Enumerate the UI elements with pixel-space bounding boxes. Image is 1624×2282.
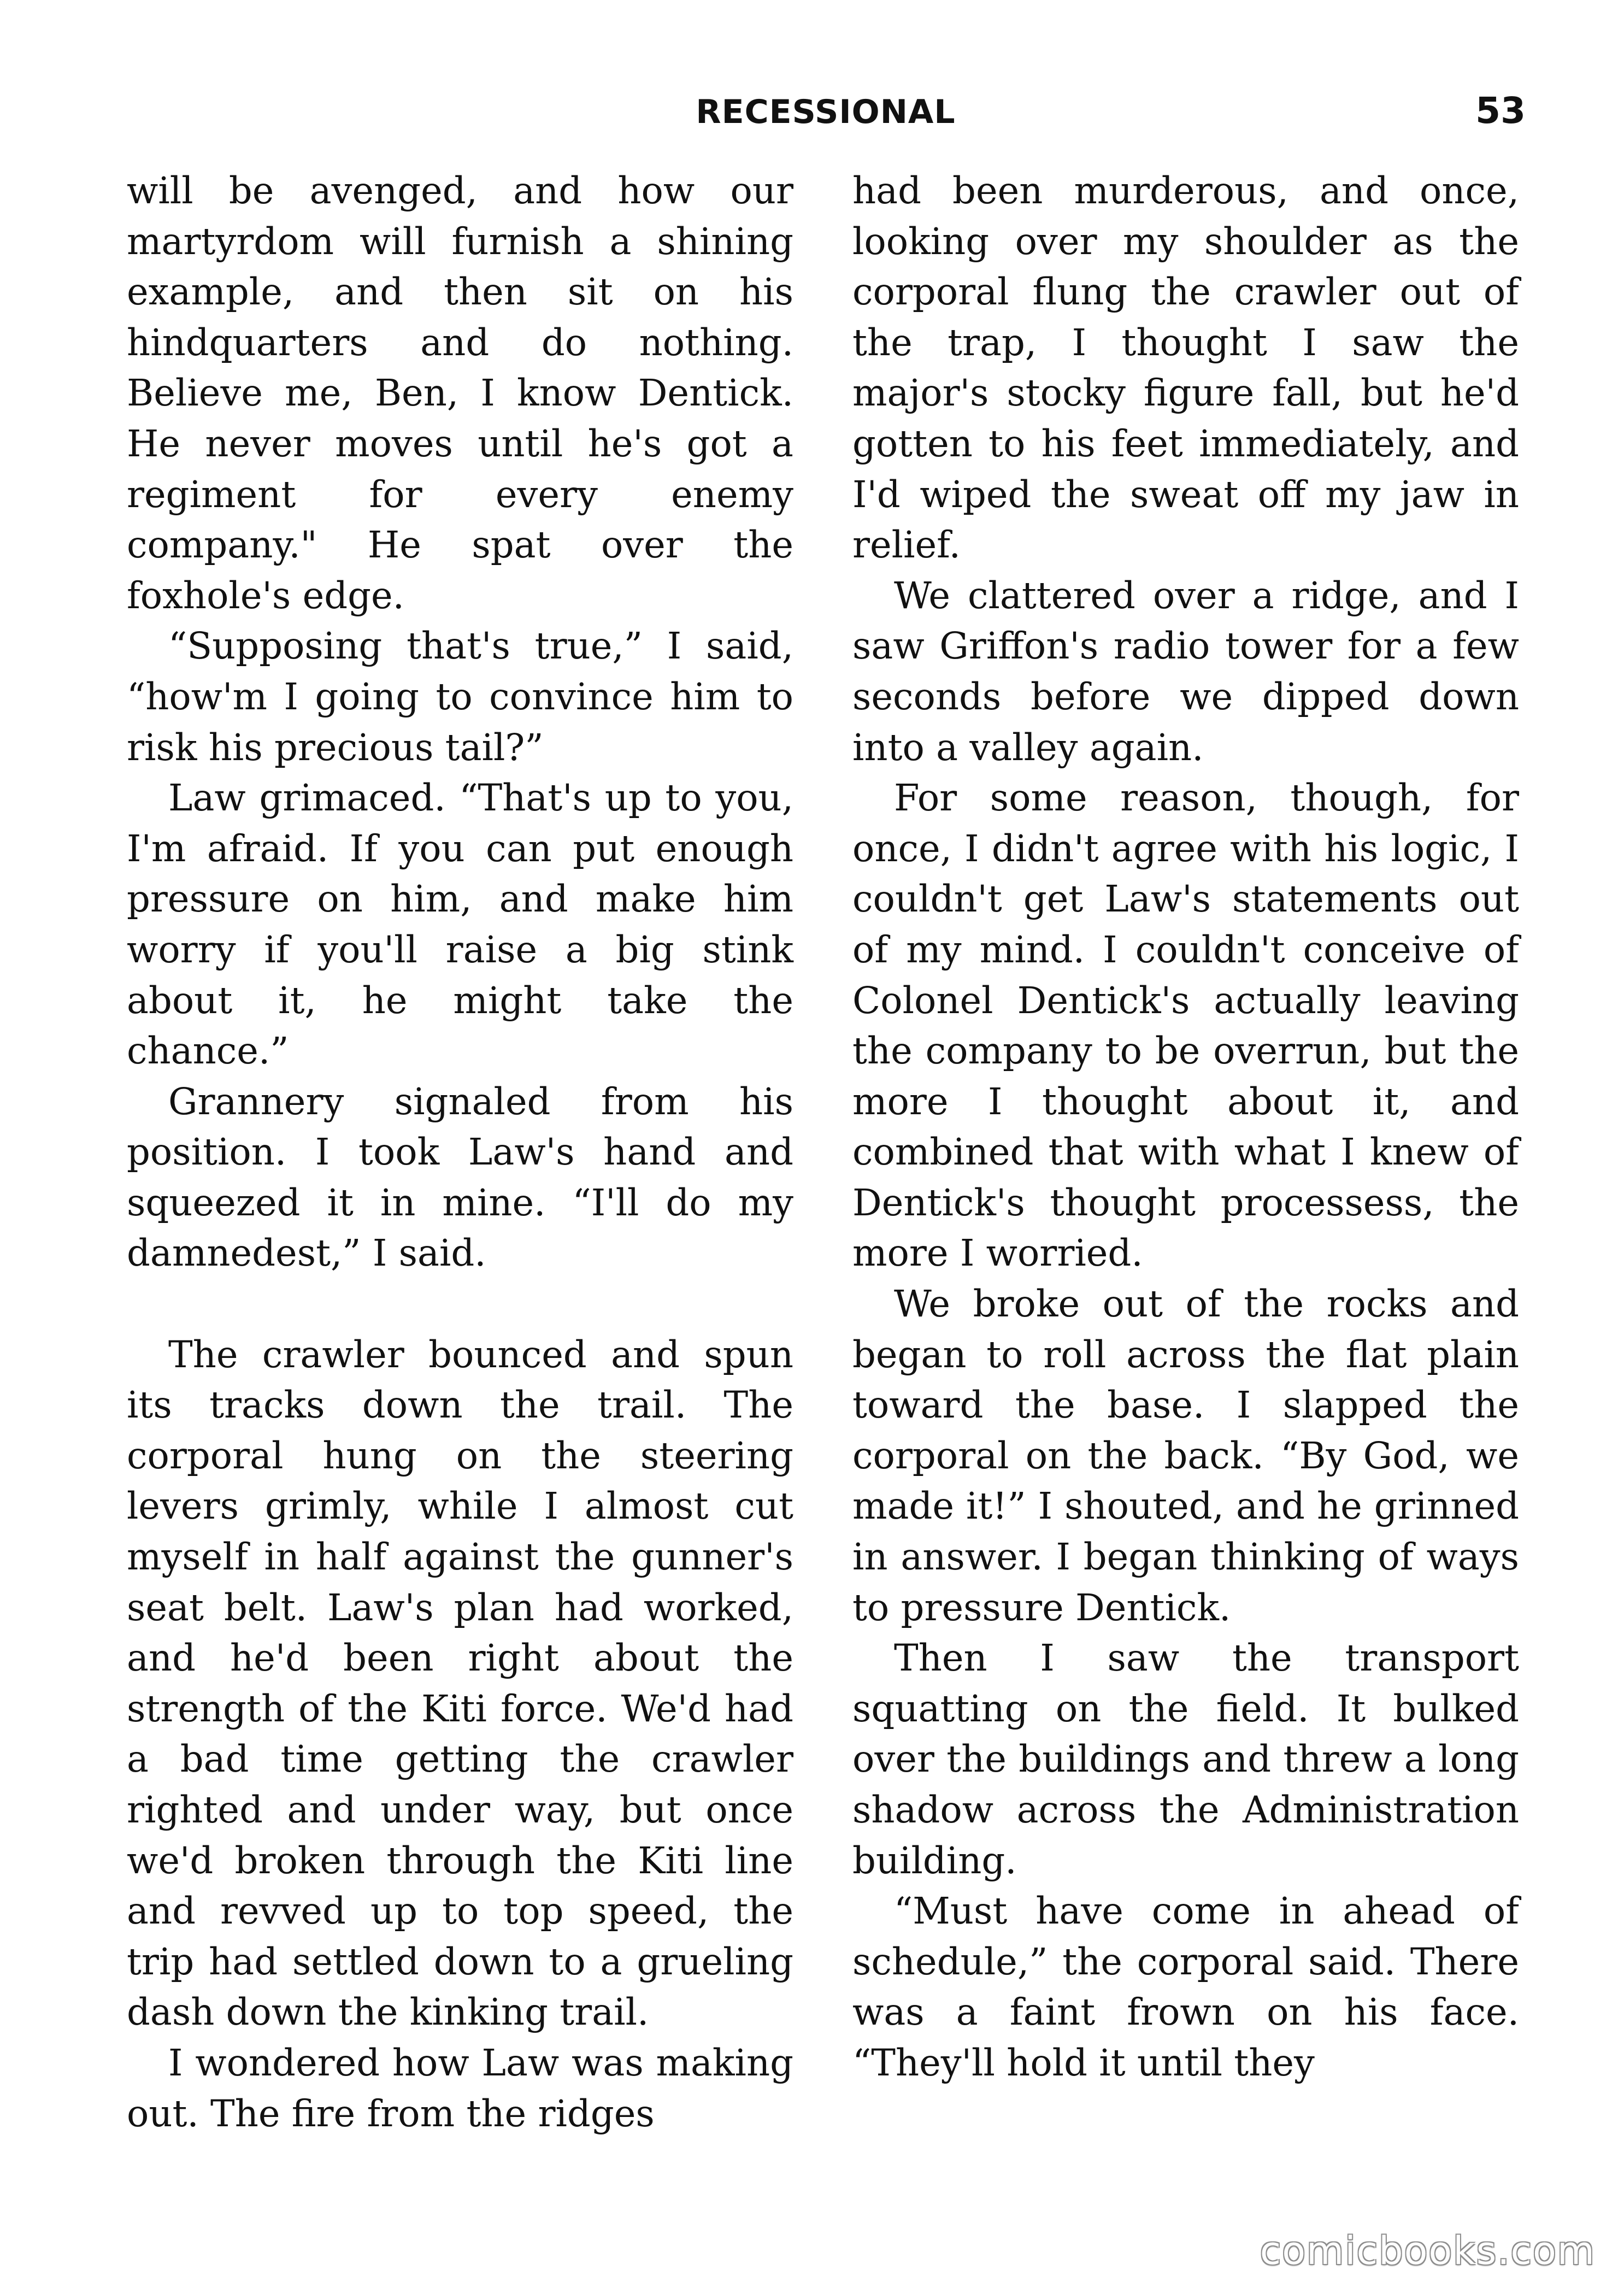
watermark: comicbooks.com xyxy=(1260,2228,1596,2273)
paragraph: Law grimaced. “That's up to you, I'm afraid. If you can put enough pressure on him, and make him worry if you'll raise a big stink about it, he might take the chance.” xyxy=(127,777,793,1073)
paragraph: “Supposing that's true,” I said, “how'm I going to convince him to risk his precious tail?” xyxy=(127,625,793,769)
paragraph: Then I saw the transport squatting on the field. It bulked over the buildings and threw a long shadow across the Administration building. xyxy=(852,1637,1519,1882)
paragraph: For some reason, though, for once, I didn't agree with his logic, I couldn't get Law's statements out of my mind. I couldn't conceive of Colonel Dentick's actually leaving the company to be overrun, but the more I thought about it, and combined that with what I knew of Dentick's thought processess, the more I worried. xyxy=(852,777,1519,1275)
running-head xyxy=(126,90,1526,158)
text-columns xyxy=(127,166,1519,2220)
paragraph: had been murderous, and once, looking over my shoulder as the corporal flung the crawler out of the trap, I thought I saw the major's stocky figure fall, but he'd gotten to his feet immediately, and I'd wiped the sweat off my jaw in relief. xyxy=(852,169,1519,567)
paragraph: Grannery signaled from his position. I took Law's hand and squeezed it in mine. “I'll do my damnedest,” I said. xyxy=(127,1080,793,1275)
page-number: 53 xyxy=(1475,90,1526,132)
paragraph: will be avenged, and how our martyrdom will furnish a shining example, and then sit on his hindquarters and do nothing. Believe me, Ben, I know Dentick. He never moves until he's got a regiment for every enemy company." He spat over the foxhole's edge. xyxy=(127,169,793,617)
paragraph: The crawler bounced and spun its tracks down the trail. The corporal hung on the steering levers grimly, while I almost cut myself in half against the gunner's seat belt. Law's plan had worked, and he'd been right about the strength of the Kiti force. We'd had a bad time getting the crawler righted and under way, but once we'd broken through the Kiti line and revved up to top speed, the trip had settled down to a grueling dash down the kinking trail. xyxy=(127,1333,793,2034)
chapter-title: RECESSIONAL xyxy=(696,93,956,131)
right-column xyxy=(852,166,1519,2089)
paragraph: We clattered over a ridge, and I saw Griffon's radio tower for a few seconds before we dipped down into a valley again. xyxy=(852,574,1519,769)
paragraph: “Must have come in ahead of schedule,” the corporal said. There was a faint frown on his face. “They'll hold it until they xyxy=(852,1890,1519,2084)
paragraph: I wondered how Law was making out. The fire from the ridges xyxy=(127,2041,793,2135)
left-column xyxy=(127,166,793,2139)
paragraph: We broke out of the rocks and began to roll across the flat plain toward the base. I slapped the corporal on the back. “By God, we made it!” I shouted, and he grinned in answer. I began thinking of ways to pressure Dentick. xyxy=(852,1283,1519,1629)
